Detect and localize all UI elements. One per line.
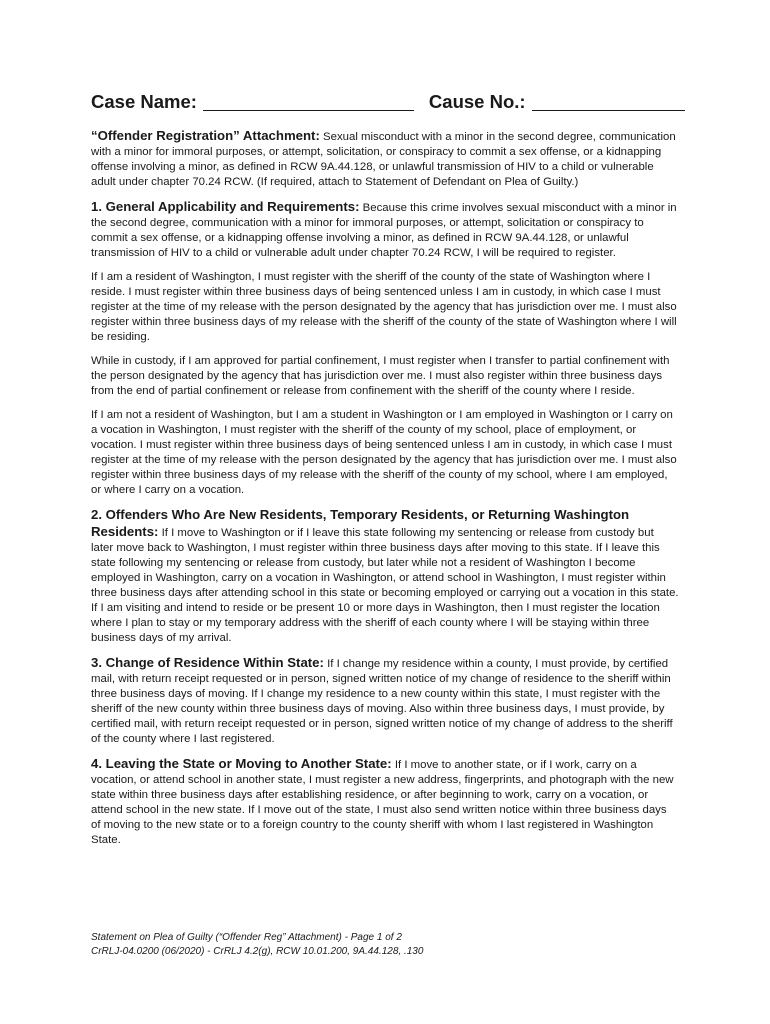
section-4-text: If I move to another state, or if I work, carry on a vocation, or attend school in another state, I must register a new address, fingerprints, and photograph with the new state within three business days after establishing residence, or after beginning to work, carry on a vocation, or attend school in the new state. If I move out of the state, I must also send written notice within three business days of moving to the new state or to a foreign country to the county sheriff with whom I last registered in Washington State. xyxy=(91,759,674,846)
attachment-text: Sexual misconduct with a minor in the second degree, communication with a minor for immoral purposes, or attempt, solicitation, or conspiracy to commit a sex offense, or a kidnapping offense involving a minor, as defined in RCW 9A.44.128, or unlawful transmission of HIV to a child or vulnerable adult under chapter 70.24 RCW. (If required, attach to Statement of Defendant on Plea of Guilty.) xyxy=(91,131,676,188)
section-4-heading: 4. Leaving the State or Moving to Another State: xyxy=(91,756,392,771)
section-1-text: Because this crime involves sexual misconduct with a minor in the second degree, communication with a minor for immoral purposes, or attempt, solicitation or conspiracy to commit a sex offense, or a kidnapping offense involving a minor, as defined in RCW 9A.44.128, or unlawful transmission of HIV to a child or vulnerable adult under chapter 70.24 RCW, I will be required to register. xyxy=(91,202,677,259)
case-name-label: Case Name: xyxy=(91,91,197,112)
section-1-heading: 1. General Applicability and Requirements: xyxy=(91,199,360,214)
section-1-paragraph: While in custody, if I am approved for partial confinement, I must register when I transfer to partial confinement with the person designated by the agency that has jurisdiction over me. I must also register within three business days from the end of partial confinement or release from confinement with the sheriff of the county where I reside. xyxy=(91,355,670,397)
case-header xyxy=(91,90,679,114)
page-footer xyxy=(91,931,651,959)
cause-no-blank xyxy=(532,92,685,111)
section-4 xyxy=(91,756,679,848)
section-1-intro xyxy=(91,199,679,261)
footer-line-2: CrRLJ-04.0200 (06/2020) - CrRLJ 4.2(g), RCW 10.01.200, 9A.44.128, .130 xyxy=(91,946,424,957)
case-name-blank xyxy=(203,92,414,111)
footer-line-1: Statement on Plea of Guilty (“Offender Reg” Attachment) - Page 1 of 2 xyxy=(91,932,402,943)
section-2-text: If I move to Washington or if I leave this state following my sentencing or release from custody but later move back to Washington, I must register within three business days after moving to this state. If I leave this state following my sentencing or release from custody, but later while not a resident of Washington I become employed in Washington, carry on a vocation in Washington, or attend school in Washington, I must register within three business days after attending school in this state or becoming employed or carrying out a vocation in this state. If I am visiting and intend to reside or be present 10 or more days in Washington, then I must register the location where I plan to stay or my temporary address with the sheriff of each county where I will be staying within three business days of my arrival. xyxy=(91,527,679,644)
attachment-lead: “Offender Registration” Attachment: xyxy=(91,128,320,143)
section-1-paragraph: If I am not a resident of Washington, but I am a student in Washington or I am employed in Washington or I carry on a vocation in Washington, I must register with the sheriff of the county of my school, place of employment, or vocation. I must register within three business days of being sentenced unless I am in custody, in which case I must register at the time of my release with the person designated by the agency that has jurisdiction over me. I must also register within three business days of my release with the sheriff of the county of my school, where I am employed, or where I carry on a vocation. xyxy=(91,409,677,496)
section-3-text: If I change my residence within a county, I must provide, by certified mail, with return receipt requested or in person, signed written notice of my change of residence to the sheriff within three business days of moving. If I change my residence to a new county within this state, I must register with the sheriff of the new county within three business days of moving. Also within three business days, I must provide, by certified mail, with return receipt requested or in person, signed written notice of my change of address to the sheriff of the county where I last registered. xyxy=(91,658,673,745)
section-1-paragraph: If I am a resident of Washington, I must register with the sheriff of the county of the state of Washington where I reside. I must register within three business days of being sentenced unless I am in custody, in which case I must register at the time of my release with the person designated by the agency that has jurisdiction over me. I must also register within three business days of my release with the sheriff of the county of the state of Washington where I will be residing. xyxy=(91,271,677,343)
document-page xyxy=(91,90,679,857)
section-2 xyxy=(91,507,679,646)
section-3 xyxy=(91,655,679,747)
cause-no-label: Cause No.: xyxy=(428,91,526,112)
section-3-heading: 3. Change of Residence Within State: xyxy=(91,655,324,670)
attachment-intro xyxy=(91,128,679,190)
section-2-heading: 2. Offenders Who Are New Residents, Temporary Residents, or Returning Washington Residents: xyxy=(91,507,630,539)
